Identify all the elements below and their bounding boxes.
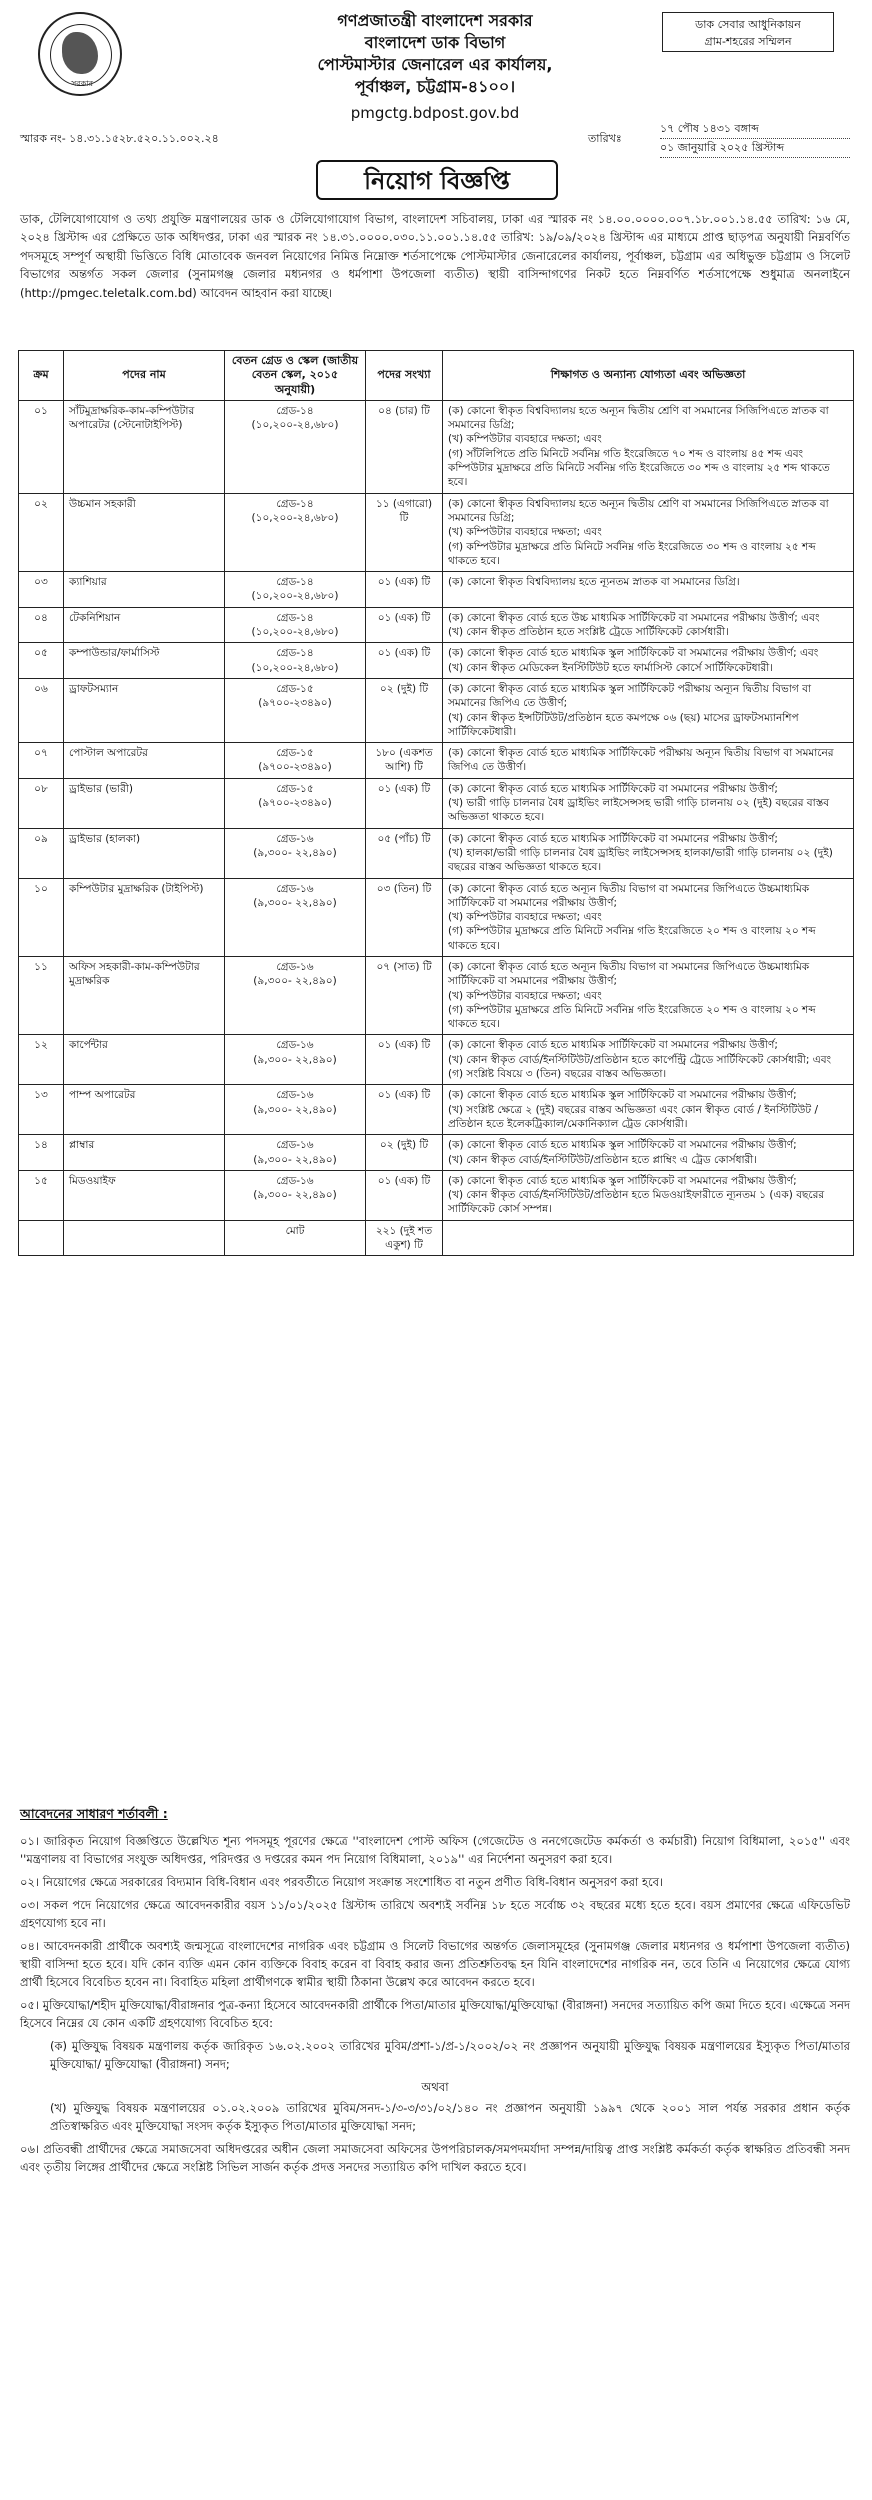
- row-grade-scale: [225, 956, 366, 1034]
- qualification-item: (ক) কোনো স্বীকৃত বোর্ড হতে মাধ্যমিক স্কুল সার্টিফিকেট পরীক্ষায় অন্যূন দ্বিতীয় বিভাগ বা সমমানের জিপিএ তে উত্তীর্ণ;: [448, 682, 812, 710]
- col-count-header: পদের সংখ্যা: [366, 351, 443, 401]
- qualification-item: (ক) কোনো স্বীকৃত বোর্ড হতে মাধ্যমিক স্কুল সার্টিফিকেট বা সমমানের পরীক্ষায় উত্তীর্ণ; এবং: [448, 647, 819, 660]
- row-grade: গ্রেড-১৫: [276, 747, 314, 760]
- qualification-item: (ক) কোনো স্বীকৃত বিশ্ববিদ্যালয় হতে ন্যূনতম স্নাতক বা সমমানের ডিগ্রি।: [448, 576, 740, 589]
- row-qualifications: [443, 400, 854, 493]
- condition-item: ০২। নিয়োগের ক্ষেত্রে সরকারের বিদ্যমান বিধি-বিধান এবং পরবর্তীতে নিয়োগ সংক্রান্ত সংশোধিত বা নতুন প্রণীত বিধি-বিধান অনুসরণ করা হবে।: [20, 1875, 664, 1889]
- row-post-count: ০২ (দুই) টি: [366, 678, 443, 742]
- row-scale: (১০,২০০-২৪,৬৮০): [251, 661, 339, 674]
- header-line-1: গণপ্রজাতন্ত্রী বাংলাদেশ সরকার: [337, 11, 533, 30]
- col-serial-header: ক্রম: [19, 351, 64, 401]
- qualification-item: (খ) কম্পিউটার ব্যবহারে দক্ষতা; এবং: [448, 433, 602, 446]
- slogan-box: [662, 12, 834, 52]
- row-post-name: অফিস সহকারী-কাম-কম্পিউটার মুদ্রাক্ষরিক: [64, 956, 225, 1034]
- qualification-item: (ক) কোনো স্বীকৃত বোর্ড হতে অন্যূন দ্বিতীয় বিভাগ বা সমমানের জিপিএতে উচ্চমাধ্যমিক সার্টিফিকেট বা সমমানের পরীক্ষায় উত্তীর্ণ;: [448, 882, 810, 909]
- qualification-item: (খ) কোন স্বীকৃত প্রতিষ্ঠান হতে সংশ্লিষ্ট ট্রেডে সার্টিফিকেট কোর্সধারী।: [448, 626, 729, 639]
- row-grade-scale: [225, 878, 366, 956]
- qualification-item: (খ) কোন স্বীকৃত মেডিকেল ইনস্টিটিউট হতে ফার্মাসিস্ট কোর্সে সার্টিফিকেটধারী।: [448, 661, 774, 674]
- qualification-item: (গ) কম্পিউটার মুদ্রাক্ষরে প্রতি মিনিটে সর্বনিম্ন গতি ইংরেজিতে ৩০ শব্দ ও বাংলায় ২৫ শব্দ থাকতে হবে।: [448, 540, 816, 567]
- qualification-item: (খ) কম্পিউটার ব্যবহারে দক্ষতা; এবং: [448, 911, 602, 924]
- slogan-line-2: গ্রাম-শহরের সম্মিলন: [704, 35, 792, 48]
- table-row: [19, 828, 854, 878]
- condition-item: (খ) মুক্তিযুদ্ধ বিষয়ক মন্ত্রণালয়ের ০১.০২.২০০৯ তারিখের মুবিম/সনদ-১/৩-৩/৩১/০২/১৪০ নং প্রজ্ঞাপন অনুযায়ী ১৯৯৭ থেকে ২০০১ সাল পর্যন্ত সরকার প্রধান কর্তৃক প্রতিস্বাক্ষরিত এবং মুক্তিযোদ্ধা সংসদ কর্তৃক ইস্যুকৃত পিতা/মাতার মুক্তিযোদ্ধা সনদ;: [50, 2101, 850, 2133]
- row-qualifications: [443, 956, 854, 1034]
- table-row: [19, 878, 854, 956]
- condition-item: ০১। জারিকৃত নিয়োগ বিজ্ঞপ্তিতে উল্লেখিত শূন্য পদসমূহ পূরণের ক্ষেত্রে ''বাংলাদেশ পোস্ট অফিস (গেজেটেড ও ননগেজেটেড কর্মকর্তা ও কর্মচারী) নিয়োগ বিধিমালা, ২০১৫'' এবং ''মন্ত্রণালয় বা বিভাগের সংযুক্ত অধিদপ্তর, পরিদপ্তর ও দপ্তরের কমন পদ নিয়োগ বিধিমালা, ২০১৯'' এর নির্দেশনা অনুসরণ করা হবে।: [20, 1834, 850, 1866]
- row-grade: গ্রেড-১৪: [276, 404, 314, 417]
- row-post-name: ড্রাইভার (ভারী): [64, 778, 225, 828]
- qualification-item: (খ) সংশ্লিষ্ট ক্ষেত্রে ২ (দুই) বছরের বাস্তব অভিজ্ঞতা এবং কোন স্বীকৃত বোর্ড / ইনস্টিটিউট / প্রতিষ্ঠান হতে ইলেকট্রিক্যাল/মেকানিক্যাল ট্রেড কোর্সধারী।: [448, 1103, 819, 1130]
- row-grade: গ্রেড-১৬: [276, 1174, 314, 1187]
- row-serial: ০৯: [19, 828, 64, 878]
- row-qualifications: [443, 878, 854, 956]
- row-post-name: কম্পাউন্ডার/ফার্মাসিস্ট: [64, 643, 225, 679]
- row-post-count: ০২ (দুই) টি: [366, 1135, 443, 1171]
- row-serial: ১৪: [19, 1135, 64, 1171]
- row-scale: (৯,৩০০- ২২,৪৯০): [253, 1189, 337, 1202]
- qualification-item: (খ) কম্পিউটার ব্যবহারে দক্ষতা; এবং: [448, 526, 602, 539]
- qualification-item: (ক) কোনো স্বীকৃত বোর্ড হতে মাধ্যমিক সার্টিফিকেট পরীক্ষায় অন্যূন দ্বিতীয় বিভাগ বা সমমানের জিপিএ তে উত্তীর্ণ।: [448, 747, 834, 774]
- row-grade-scale: [225, 572, 366, 608]
- posts-table: [18, 350, 854, 1256]
- qualification-item: (ক) কোনো স্বীকৃত বোর্ড হতে মাধ্যমিক সার্টিফিকেট বা সমমানের পরীক্ষায় উত্তীর্ণ;: [448, 1039, 778, 1052]
- qualification-item: (ক) কোনো স্বীকৃত বোর্ড হতে অন্যূন দ্বিতীয় বিভাগ বা সমমানের জিপিএতে উচ্চমাধ্যমিক সার্টিফিকেট বা সমমানের পরীক্ষায় উত্তীর্ণ;: [448, 960, 810, 988]
- row-scale: (১০,২০০-২৪,৬৮০): [251, 590, 339, 603]
- row-qualifications: [443, 1035, 854, 1085]
- qualification-item: (খ) ভারী গাড়ি চালনার বৈধ ড্রাইভিং লাইসেন্সসহ ভারী গাড়ি চালনায় ০২ (দুই) বছরের বাস্তব অভিজ্ঞতা থাকতে হবে।: [448, 797, 830, 824]
- row-scale: (৯,৩০০- ২২,৪৯০): [253, 846, 337, 859]
- row-post-name: পাম্প অপারেটর: [64, 1085, 225, 1135]
- row-post-name: কার্পেন্টার: [64, 1035, 225, 1085]
- row-serial: ০৫: [19, 643, 64, 679]
- date-label: তারিখঃ: [588, 132, 622, 145]
- qualification-item: (খ) কোন স্বীকৃত ইন্সটিটিউট/প্রতিষ্ঠান হতে কমপক্ষে ০৬ (ছয়) মাসের ড্রাফটসম্যানশিপ সার্টিফিকেটধারী।: [448, 711, 799, 738]
- row-post-count: ০১ (এক) টি: [366, 1170, 443, 1220]
- row-qualifications: [443, 828, 854, 878]
- row-post-name: ক্যাশিয়ার: [64, 572, 225, 608]
- date-block: [660, 120, 850, 158]
- table-row: [19, 1085, 854, 1135]
- row-grade-scale: [225, 1035, 366, 1085]
- row-scale: (৯,৩০০- ২২,৪৯০): [253, 1053, 337, 1066]
- row-serial: ০১: [19, 400, 64, 493]
- row-post-count: ০১ (এক) টি: [366, 572, 443, 608]
- row-serial: ১৫: [19, 1170, 64, 1220]
- row-grade-scale: [225, 643, 366, 679]
- row-grade-scale: [225, 828, 366, 878]
- row-post-count: ১১ (এগারো) টি: [366, 493, 443, 571]
- row-grade-scale: [225, 607, 366, 643]
- table-row: [19, 1170, 854, 1220]
- row-post-count: ০৭ (সাত) টি: [366, 956, 443, 1034]
- row-grade: গ্রেড-১৪: [276, 647, 314, 660]
- date-english: ০১ জানুয়ারি ২০২৫ খ্রিস্টাব্দ: [660, 139, 850, 158]
- intro-paragraph: ডাক, টেলিযোগাযোগ ও তথ্য প্রযুক্তি মন্ত্রণালয়ের ডাক ও টেলিযোগাযোগ বিভাগ, বাংলাদেশ সচিবালয়, ঢাকা এর স্মারক নং ১৪.০০.০০০০.০০৭.১৮.০০১.১৪.৫৫ তারিখ: ১৬ মে, ২০২৪ খ্রিস্টাব্দ এর প্রেক্ষিতে ডাক অধিদপ্তর, ঢাকা এর স্মারক নং ১৪.৩১.০০০০.০৩০.১১.০০১.১৪.৫৫ তারিখ: ১৯/০৯/২০২৪ খ্রিস্টাব্দ এর মাধ্যমে প্রাপ্ত ছাড়পত্র অনুযায়ী নিম্নবর্ণিত পদসমূহে সম্পূর্ণ অস্থায়ী ভিত্তিতে বিধি মোতাবেক জনবল নিয়োগের নিমিত্ত নিম্নোক্ত শর্তসাপেক্ষে পোস্টমাস্টার জেনারেলের কার্যালয়, পূর্বাঞ্চল, চট্টগ্রাম এর অধিভুক্ত চট্টগ্রাম ও সিলেট বিভাগের অন্তর্গত সকল জেলার (সুনামগঞ্জ জেলার মধ্যনগর ও ধর্মপাশা উপজেলা ব্যতীত) স্থায়ী বাসিন্দাগণের নিকট হতে নিম্নবর্ণিত শর্তসাপেক্ষে শুধুমাত্র অনলাইনে (http://pmgec.teletalk.com.bd) আবেদন আহবান করা যাচ্ছে।: [20, 212, 850, 300]
- row-grade-scale: [225, 1085, 366, 1135]
- row-post-name: টেকনিশিয়ান: [64, 607, 225, 643]
- row-serial: ১১: [19, 956, 64, 1034]
- header-line-4: পূর্বাঞ্চল, চট্টগ্রাম-৪১০০।: [354, 77, 516, 96]
- row-grade: গ্রেড-১৫: [276, 782, 314, 795]
- condition-item: ০৪। আবেদনকারী প্রার্থীকে অবশ্যই জন্মসূত্রে বাংলাদেশের নাগরিক এবং চট্টগ্রাম ও সিলেট বিভাগের অন্তর্গত জেলাসমূহের (সুনামগঞ্জ জেলার মধ্যনগর ও ধর্মপাশা উপজেলা ব্যতীত) স্থায়ী বাসিন্দা হতে হবে। যদি কোন ব্যক্তি এমন কোন ব্যক্তিকে বিবাহ করেন বা বিবাহ করার জন্য প্রতিশ্রুতিবদ্ধ হন যিনি বাংলাদেশের নাগরিক নন, তবে তিনি এ নিয়োগের ক্ষেত্রে যোগ্য প্রার্থী হিসেবে বিবেচিত হবেন না। বিবাহিত মহিলা প্রার্থীগণকে স্বামীর স্থায়ী ঠিকানা উল্লেখ করে আবেদন করতে হবে।: [20, 1939, 850, 1989]
- qualification-item: (ক) কোনো স্বীকৃত বোর্ড হতে মাধ্যমিক সার্টিফিকেট বা সমমানের পরীক্ষায় উত্তীর্ণ;: [448, 832, 778, 845]
- row-post-count: ০১ (এক) টি: [366, 643, 443, 679]
- row-grade: গ্রেড-১৬: [276, 1089, 314, 1102]
- slogan-line-1: ডাক সেবার আধুনিকায়ন: [695, 18, 801, 31]
- conditions-list: [20, 1832, 850, 2181]
- condition-item: অথবা: [421, 2080, 449, 2094]
- col-qualification-header: শিক্ষাগত ও অন্যান্য যোগ্যতা এবং অভিজ্ঞতা: [443, 351, 854, 401]
- row-scale: (৯,৩০০- ২২,৪৯০): [253, 896, 337, 909]
- table-row: [19, 743, 854, 779]
- qualification-item: (ক) কোনো স্বীকৃত বোর্ড হতে মাধ্যমিক সার্টিফিকেট বা সমমানের পরীক্ষায় উত্তীর্ণ;: [448, 782, 778, 795]
- row-serial: ১২: [19, 1035, 64, 1085]
- row-scale: (৯,৩০০- ২২,৪৯০): [253, 1153, 337, 1166]
- date-bangla: ১৭ পৌষ ১৪৩১ বঙ্গাব্দ: [660, 120, 850, 139]
- row-scale: (৯৭০০-২৩৪৯০): [258, 697, 332, 710]
- conditions-title: আবেদনের সাধারণ শর্তাবলী :: [20, 1806, 168, 1821]
- condition-item: ০৫। মুক্তিযোদ্ধা/শহীদ মুক্তিযোদ্ধা/বীরাঙ্গনার পুত্র-কন্যা হিসেবে আবেদনকারী প্রার্থীকে পিতা/মাতার মুক্তিযোদ্ধা/মুক্তিযোদ্ধা (বীরাঙ্গনা) সনদের সত্যায়িত কপি জমা দিতে হবে। এক্ষেত্রে সনদ হিসেবে নিম্নের যে কোন একটি গ্রহণযোগ্য বিবেচিত হবে:: [20, 1998, 850, 2030]
- condition-item: ০৩। সকল পদে নিয়োগের ক্ষেত্রে আবেদনকারীর বয়স ১১/০১/২০২৫ খ্রিস্টাব্দ তারিখে অবশ্যই সর্বনিম্ন ১৮ হতে সর্বোচ্চ ৩২ বছরের মধ্যে হতে হবে। বয়স প্রমাণের ক্ষেত্রে এফিডেভিট গ্রহণযোগ্য হবে না।: [20, 1898, 850, 1930]
- condition-item: ০৬। প্রতিবন্ধী প্রার্থীদের ক্ষেত্রে সমাজসেবা অধিদপ্তরের অধীন জেলা সমাজসেবা অফিসের উপপরিচালক/সমপদমর্যাদা সম্পন্ন/দায়িত্ব প্রাপ্ত সংশ্লিষ্ট কর্মকর্তা কর্তৃক স্বাক্ষরিত প্রতিবন্ধী সনদ এবং তৃতীয় লিঙ্গের প্রার্থীদের ক্ষেত্রে সংশ্লিষ্ট সিভিল সার্জন কর্তৃক প্রদত্ত সনদের সত্যায়িত কপি দাখিল করতে হবে।: [20, 2142, 850, 2174]
- table-row: [19, 1135, 854, 1171]
- qualification-item: (খ) কোন স্বীকৃত বোর্ড/ইনস্টিটিউট/প্রতিষ্ঠান হতে প্লাম্বিং এ ট্রেড কোর্সধারী।: [448, 1153, 758, 1166]
- row-grade-scale: [225, 743, 366, 779]
- table-header-row: [19, 351, 854, 401]
- row-qualifications: [443, 1085, 854, 1135]
- row-scale: (১০,২০০-২৪,৬৮০): [251, 419, 339, 432]
- table-row: [19, 607, 854, 643]
- row-serial: ১০: [19, 878, 64, 956]
- row-qualifications: [443, 678, 854, 742]
- row-grade: গ্রেড-১৪: [276, 611, 314, 624]
- condition-item: (ক) মুক্তিযুদ্ধ বিষয়ক মন্ত্রণালয় কর্তৃক জারিকৃত ১৬.০২.২০০২ তারিখের মুবিম/প্রশা-১/প্র-১/২০০২/০২ নং প্রজ্ঞাপন অনুযায়ী মুক্তিযুদ্ধ বিষয়ক মন্ত্রণালয়ের ইস্যুকৃত পিতা/মাতার মুক্তিযোদ্ধা/ মুক্তিযোদ্ধা (বীরাঙ্গনা) সনদ;: [50, 2039, 850, 2071]
- row-scale: (১০,২০০-২৪,৬৮০): [251, 511, 339, 524]
- qualification-item: (গ) সংশ্লিষ্ট বিষয়ে ৩ (তিন) বছরের বাস্তব অভিজ্ঞতা।: [448, 1068, 667, 1081]
- row-grade: গ্রেড-১৬: [276, 1039, 314, 1052]
- table-row: [19, 956, 854, 1034]
- header-line-3: পোস্টমাস্টার জেনারেল এর কার্যালয়,: [317, 55, 553, 74]
- col-grade-header: বেতন গ্রেড ও স্কেল (জাতীয় বেতন স্কেল, ২০১৫ অনুযায়ী): [225, 351, 366, 401]
- qualification-item: (ক) কোনো স্বীকৃত বোর্ড হতে মাধ্যমিক স্কুল সার্টিফিকেট বা সমমানের পরীক্ষায় উত্তীর্ণ;: [448, 1089, 797, 1102]
- memo-number: স্মারক নং- ১৪.৩১.১৫২৮.৫২০.১১.০০২.২৪: [20, 132, 219, 145]
- row-qualifications: [443, 743, 854, 779]
- qualification-item: (গ) কম্পিউটার মুদ্রাক্ষরে প্রতি মিনিটে সর্বনিম্ন গতি ইংরেজিতে ২০ শব্দ ও বাংলায় ২০ শব্দ থাকতে হবে।: [448, 925, 816, 952]
- row-post-name: মিডওয়াইফ: [64, 1170, 225, 1220]
- row-qualifications: [443, 607, 854, 643]
- qualification-item: (খ) কোন স্বীকৃত বোর্ড/ইনস্টিটিউট/প্রতিষ্ঠান হতে মিডওয়াইফারীতে ন্যূনতম ১ (এক) বছরের সার্টিফিকেট কোর্স সম্পন্ন।: [448, 1189, 825, 1216]
- row-qualifications: [443, 778, 854, 828]
- row-post-count: ০৩ (তিন) টি: [366, 878, 443, 956]
- row-post-name: ড্রাইভার (হালকা): [64, 828, 225, 878]
- qualification-item: (গ) সাঁটলিপিতে প্রতি মিনিটে সর্বনিম্ন গতি ইংরেজিতে ৭০ শব্দ ও বাংলায় ৪৫ শব্দ এবং কম্পিউটার মুদ্রাক্ষরে প্রতি মিনিটে সর্বনিম্ন গতি ইংরেজিতে ৩০ শব্দ ও বাংলায় ২৫ শব্দ থাকতে হবে।: [448, 447, 830, 489]
- qualification-item: (ক) কোনো স্বীকৃত বোর্ড হতে মাধ্যমিক স্কুল সার্টিফিকেট বা সমমানের পরীক্ষায় উত্তীর্ণ;: [448, 1139, 797, 1152]
- row-post-count: ০৪ (চার) টি: [366, 400, 443, 493]
- row-scale: (৯,৩০০- ২২,৪৯০): [253, 1103, 337, 1116]
- page-title: নিয়োগ বিজ্ঞপ্তি: [316, 160, 558, 200]
- row-serial: ০৭: [19, 743, 64, 779]
- row-grade: গ্রেড-১৬: [276, 960, 314, 973]
- seal-text: সরকার: [70, 79, 93, 88]
- qualification-item: (খ) হালকা/ভারী গাড়ি চালনার বৈধ ড্রাইভিং লাইসেন্সসহ হালকা/ভারী গাড়ি চালনায় ০২ (দুই) বছরের বাস্তব অভিজ্ঞতা থাকতে হবে।: [448, 846, 833, 874]
- table-row: [19, 678, 854, 742]
- row-serial: ০৪: [19, 607, 64, 643]
- row-post-count: ০১ (এক) টি: [366, 607, 443, 643]
- row-qualifications: [443, 493, 854, 571]
- qualification-item: (ক) কোনো স্বীকৃত বোর্ড হতে মাধ্যমিক স্কুল সার্টিফিকেট বা সমমানের পরীক্ষায় উত্তীর্ণ;: [448, 1174, 797, 1187]
- row-grade: গ্রেড-১৬: [276, 882, 314, 895]
- table-row: [19, 778, 854, 828]
- row-qualifications: [443, 1135, 854, 1171]
- row-post-count: ০১ (এক) টি: [366, 1035, 443, 1085]
- table-body: [19, 400, 854, 1220]
- row-grade-scale: [225, 493, 366, 571]
- row-post-name: কম্পিউটার মুদ্রাক্ষরিক (টাইপিস্ট): [64, 878, 225, 956]
- row-grade: গ্রেড-১৬: [276, 1139, 314, 1152]
- row-serial: ০২: [19, 493, 64, 571]
- row-grade-scale: [225, 400, 366, 493]
- row-scale: (১০,২০০-২৪,৬৮০): [251, 626, 339, 639]
- row-grade: গ্রেড-১৬: [276, 832, 314, 845]
- qualification-item: (খ) কোন স্বীকৃত বোর্ড/ইনস্টিটিউট/প্রতিষ্ঠান হতে কার্পেন্ট্রি ট্রেডে সার্টিফিকেট কোর্সধারী; এবং: [448, 1053, 832, 1066]
- row-post-count: ০১ (এক) টি: [366, 778, 443, 828]
- row-grade: গ্রেড-১৪: [276, 497, 314, 510]
- row-post-name: ড্রাফটসম্যান: [64, 678, 225, 742]
- row-scale: (৯৭০০-২৩৪৯০): [258, 797, 332, 810]
- row-post-name: প্লাম্বার: [64, 1135, 225, 1171]
- row-post-name: উচ্চমান সহকারী: [64, 493, 225, 571]
- table-row: [19, 493, 854, 571]
- total-label: মোট: [225, 1220, 366, 1256]
- row-qualifications: [443, 1170, 854, 1220]
- row-serial: ০৬: [19, 678, 64, 742]
- table-row: [19, 400, 854, 493]
- row-post-count: ১৮০ (একশত আশি) টি: [366, 743, 443, 779]
- total-value: ২২১ (দুই শত একুশ) টি: [366, 1220, 443, 1256]
- qualification-item: (ক) কোনো স্বীকৃত বিশ্ববিদ্যালয় হতে অন্যূন দ্বিতীয় শ্রেণি বা সমমানের সিজিপিএতে স্নাতক বা সমমানের ডিগ্রি;: [448, 497, 829, 524]
- row-serial: ০৩: [19, 572, 64, 608]
- qualification-item: (গ) কম্পিউটার মুদ্রাক্ষরে প্রতি মিনিটে সর্বনিম্ন গতি ইংরেজিতে ২০ শব্দ ও বাংলায় ২০ শব্দ থাকতে হবে।: [448, 1003, 816, 1031]
- header-line-2: বাংলাদেশ ডাক বিভাগ: [364, 33, 506, 52]
- col-post-name-header: পদের নাম: [64, 351, 225, 401]
- row-scale: (৯,৩০০- ২২,৪৯০): [253, 975, 337, 988]
- government-seal-icon: [38, 12, 122, 96]
- office-header: [220, 10, 650, 124]
- qualification-item: (ক) কোনো স্বীকৃত বিশ্ববিদ্যালয় হতে অন্যূন দ্বিতীয় শ্রেণি বা সমমানের সিজিপিএতে স্নাতক বা সমমানের ডিগ্রি;: [448, 404, 829, 432]
- qualification-item: (ক) কোনো স্বীকৃত বোর্ড হতে উচ্চ মাধ্যমিক সার্টিফিকেট বা সমমানের পরীক্ষায় উত্তীর্ণ; এবং: [448, 611, 820, 624]
- row-grade: গ্রেড-১৪: [276, 576, 314, 589]
- row-grade-scale: [225, 678, 366, 742]
- row-grade: গ্রেড-১৫: [276, 682, 314, 695]
- row-post-count: ০৫ (পাঁচ) টি: [366, 828, 443, 878]
- website-link[interactable]: pmgctg.bdpost.gov.bd: [350, 104, 520, 122]
- qualification-item: (খ) কম্পিউটার ব্যবহারে দক্ষতা; এবং: [448, 989, 602, 1002]
- row-post-name: পোস্টাল অপারেটর: [64, 743, 225, 779]
- table-row: [19, 1035, 854, 1085]
- row-post-count: ০১ (এক) টি: [366, 1085, 443, 1135]
- row-scale: (৯৭০০-২৩৪৯০): [258, 761, 332, 774]
- row-grade-scale: [225, 778, 366, 828]
- row-serial: ১৩: [19, 1085, 64, 1135]
- total-row: [19, 1220, 854, 1256]
- table-row: [19, 643, 854, 679]
- row-post-name: সাঁটমুদ্রাক্ষরিক-কাম-কম্পিউটার অপারেটর (স্টেনোটাইপিস্ট): [64, 400, 225, 493]
- table-row: [19, 572, 854, 608]
- row-grade-scale: [225, 1135, 366, 1171]
- row-qualifications: [443, 643, 854, 679]
- row-qualifications: [443, 572, 854, 608]
- row-grade-scale: [225, 1170, 366, 1220]
- row-serial: ০৮: [19, 778, 64, 828]
